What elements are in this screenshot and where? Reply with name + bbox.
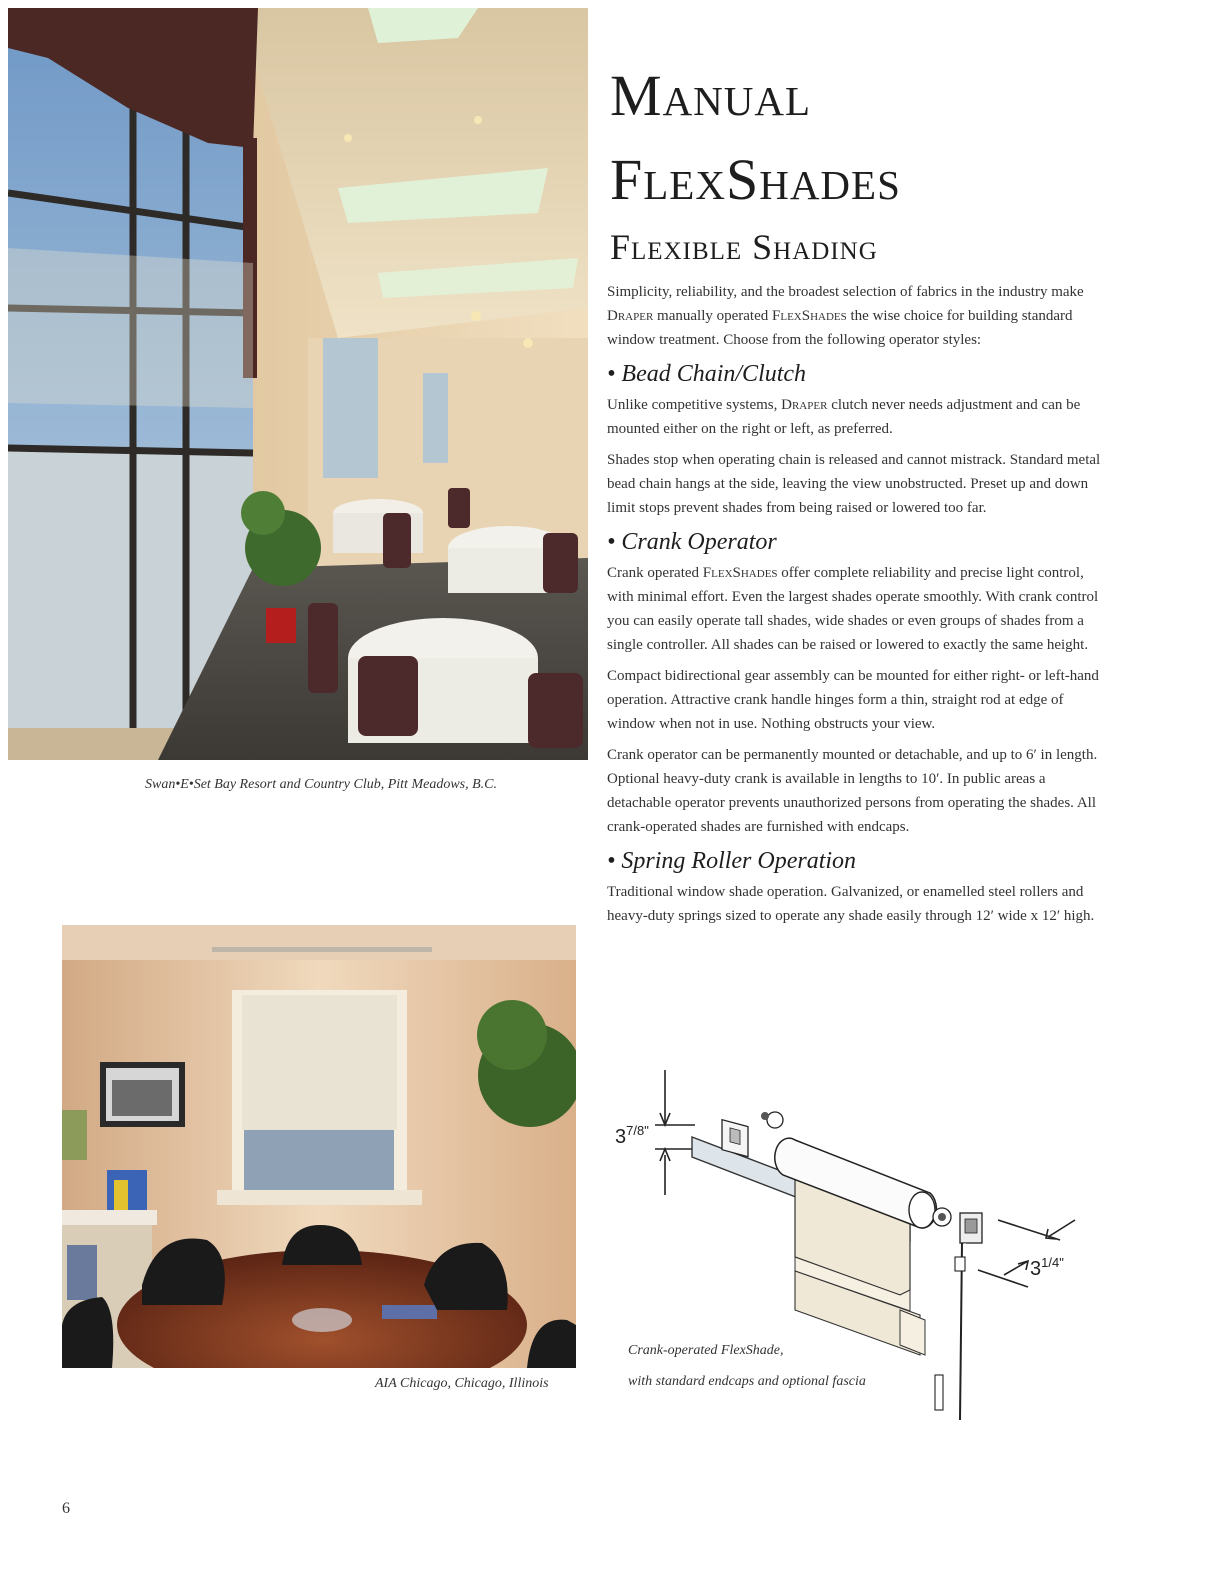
bead-chain-paragraph-1 — [607, 393, 1102, 441]
crank-text-a: Crank operated — [607, 565, 703, 581]
crank-paragraph-1 — [607, 561, 1102, 657]
intro-text-a: Simplicity, reliability, and the broadest selection of fabrics in the industry make — [607, 284, 1084, 300]
section-subtitle: Flexible Shading — [610, 227, 878, 267]
bead-chain-text-b: clutch never needs adjustment and can be mounted either on the right or left, as preferred. — [607, 397, 1081, 437]
intro-product: FlexShades — [772, 308, 847, 324]
photo2-caption: AIA Chicago, Chicago, Illinois — [375, 1376, 549, 1391]
page-title-line1: Manual — [610, 63, 812, 128]
dining-room-photo — [8, 8, 588, 760]
crank-text-b: offer complete reliability and precise light control, with minimal effort. Even the largest shades operate smoothly. With crank control you can easily operate tall shades, wide shades or even groups of shades from a single controller. All shades can be raised or lowered to exactly the same height. — [607, 565, 1099, 653]
intro-paragraph — [607, 280, 1102, 352]
body-text — [607, 280, 1102, 935]
intro-text-c: the wise choice for building standard window treatment. Choose from the following operator styles: — [607, 308, 1073, 348]
crank-paragraph-2: Compact bidirectional gear assembly can be mounted for either right- or left-hand operation. Attractive crank handle hinges form a thin, straight rod at edge of window when not in use. Nothing obstructs your view. — [607, 668, 1099, 732]
crank-product: FlexShades — [702, 565, 778, 581]
conference-room-photo — [62, 925, 576, 1368]
dim-depth-label: $3^{1/4"}$ — [1030, 1255, 1064, 1280]
crank-paragraph-3: Crank operator can be permanently mounted or detachable, and up to 6′ in length. Optional heavy-duty crank is available in lengths to 10′. In public areas a detachable operator prevents unauthorized persons from operating the shades. All crank-operated shades are furnished with endcaps. — [607, 747, 1098, 835]
crank-heading: • Crank Operator — [607, 529, 777, 555]
bead-chain-text-a: Unlike competitive systems, — [607, 397, 782, 413]
bead-chain-paragraph-2: Shades stop when operating chain is released and cannot mistrack. Standard metal bead chain hangs at the side, leaving the view unobstructed. Preset up and down limit stops prevent shades from being raised or lowered too far. — [607, 452, 1101, 516]
page-title-line2: FlexShades — [610, 147, 901, 212]
spring-paragraph-1: Traditional window shade operation. Galvanized, or enamelled steel rollers and heavy-duty springs sized to operate any shade easily through 12′ wide x 12′ high. — [607, 884, 1095, 924]
diagram-caption-line2: with standard endcaps and optional fascia — [628, 1374, 866, 1389]
bead-chain-brand: Draper — [781, 397, 828, 413]
diagram-caption-line1: Crank-operated FlexShade, — [628, 1343, 784, 1358]
page-number: 6 — [62, 1500, 70, 1517]
bead-chain-heading: • Bead Chain/Clutch — [607, 361, 807, 387]
photo1-caption: Swan•E•Set Bay Resort and Country Club, Pitt Meadows, B.C. — [145, 777, 498, 792]
spring-heading: • Spring Roller Operation — [607, 848, 857, 874]
dim-height-label: $3^{7/8"}$ — [615, 1123, 649, 1148]
intro-text-b: manually operated — [653, 308, 773, 324]
intro-brand: Draper — [607, 308, 654, 324]
